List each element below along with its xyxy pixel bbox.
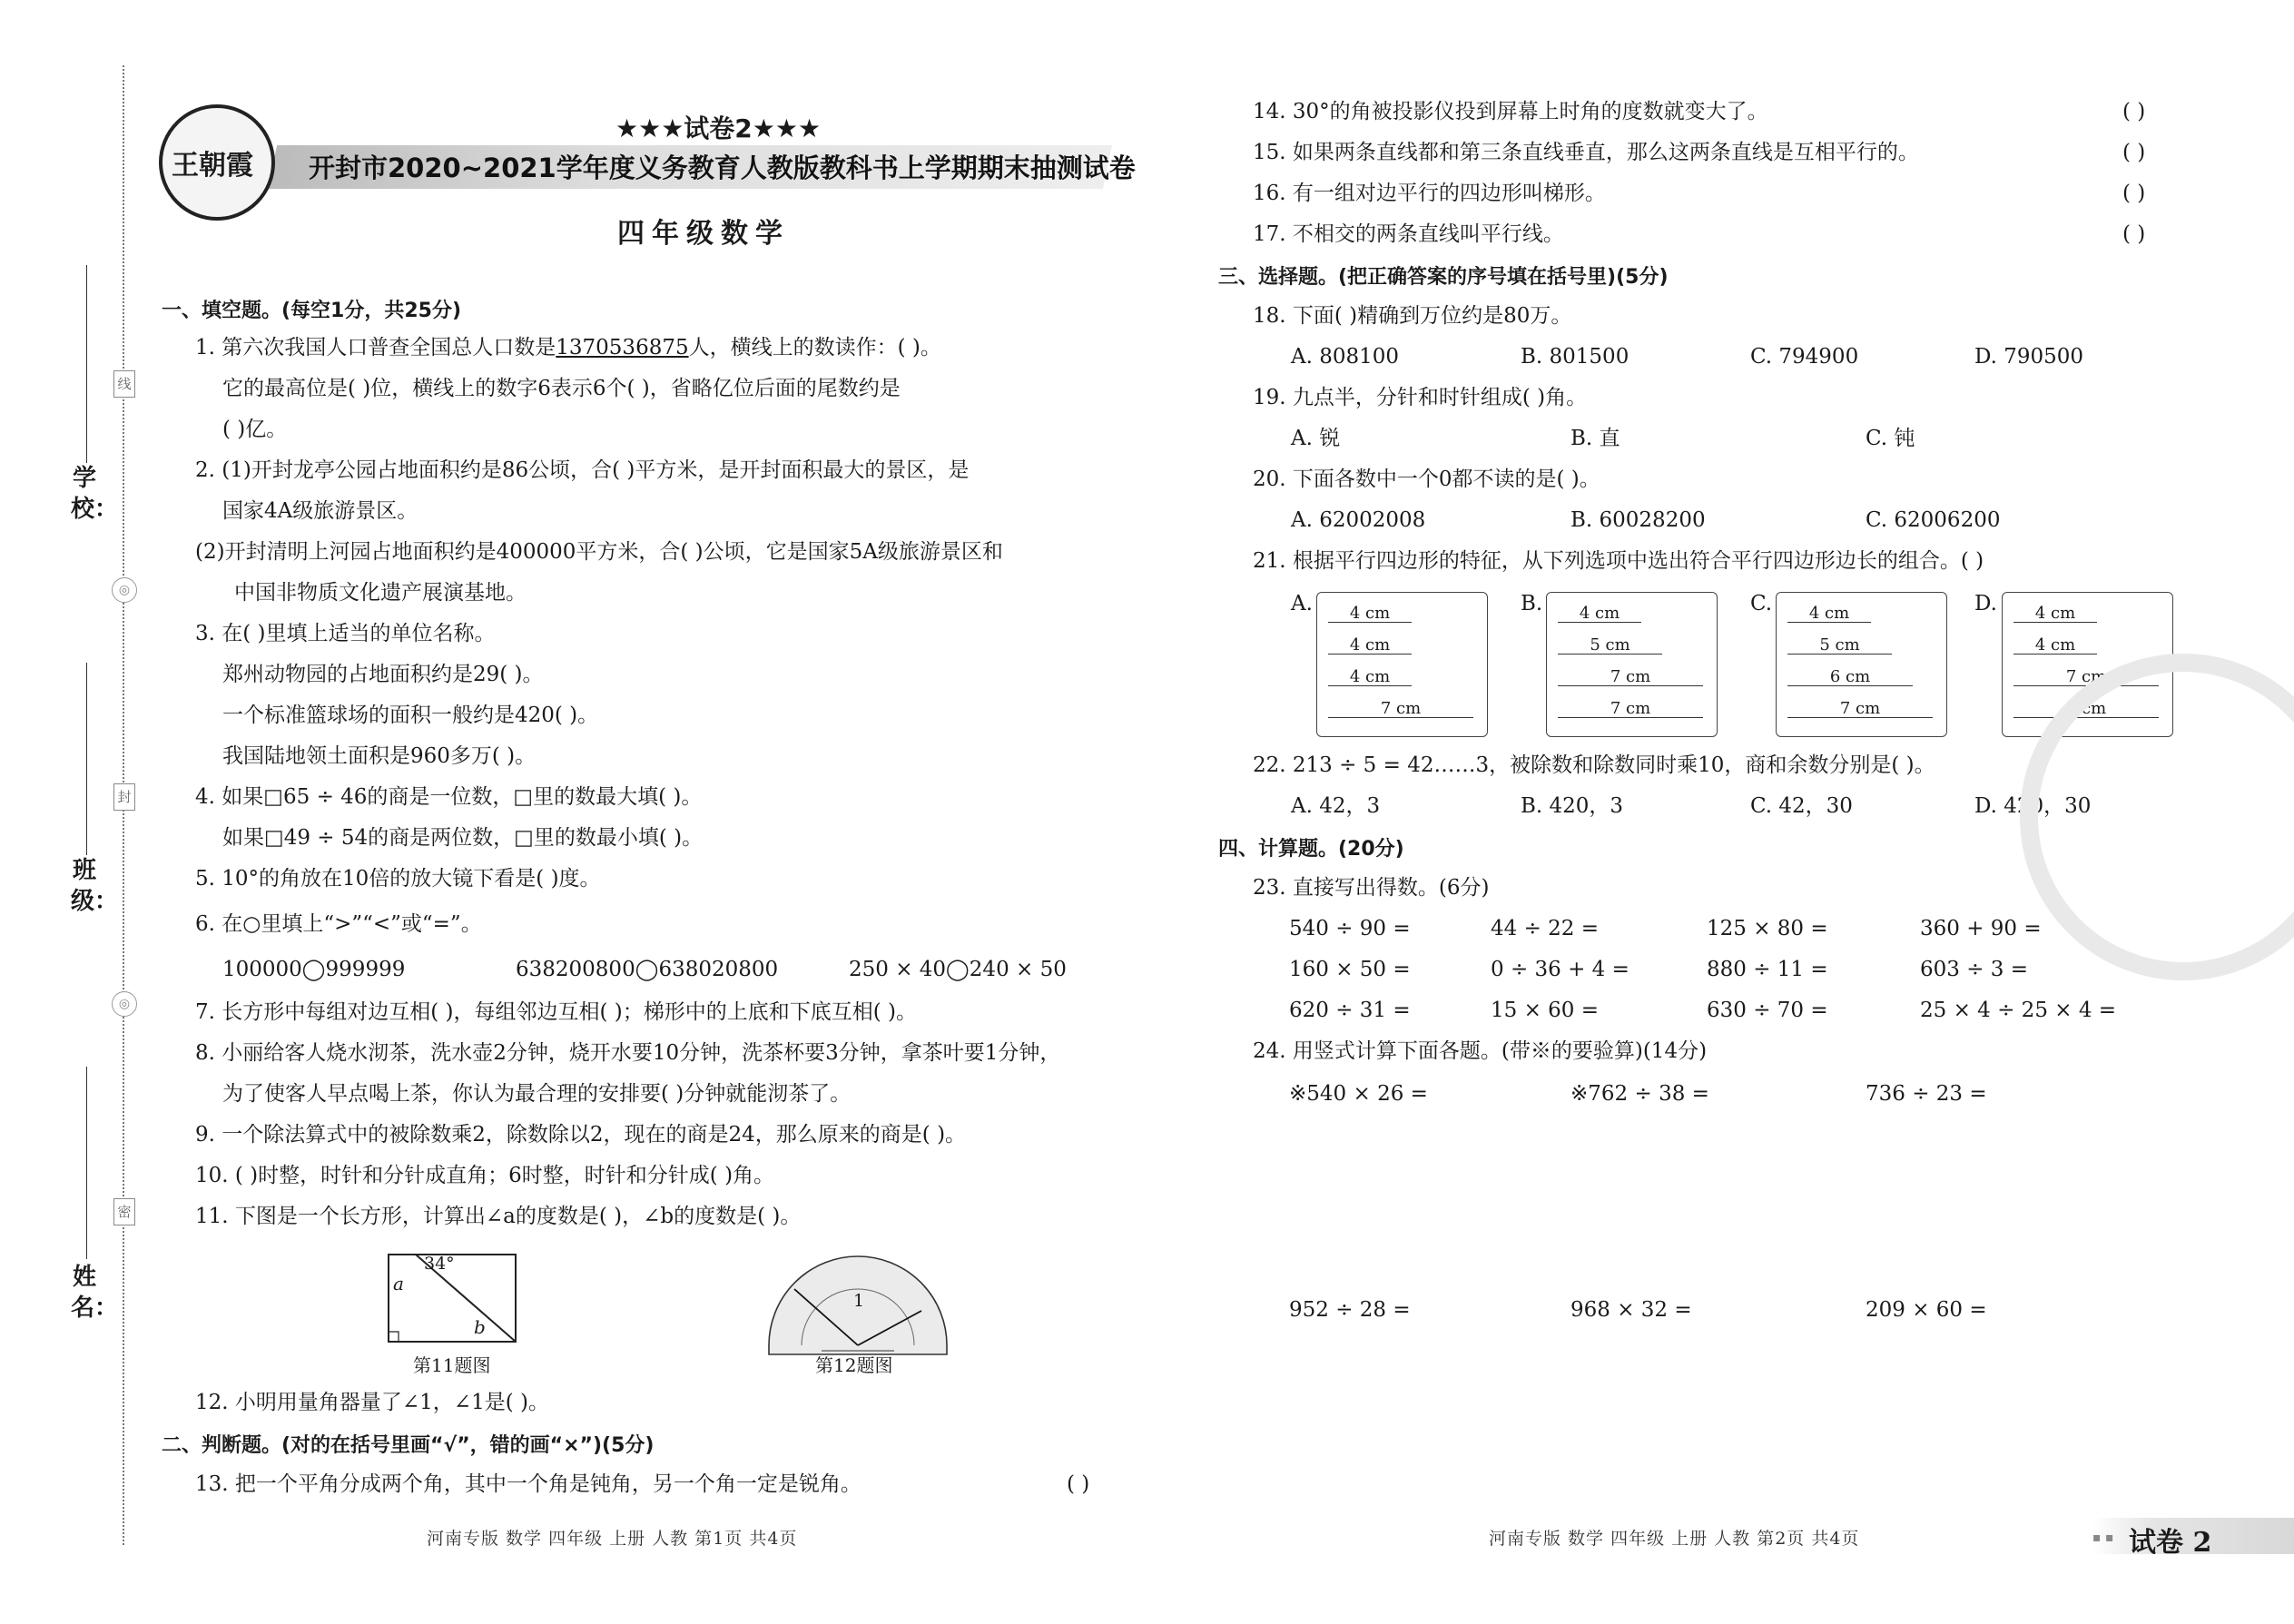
binding-mark-seal: 封 xyxy=(113,783,135,811)
q21-option-c-label[interactable]: C. xyxy=(1750,592,1773,615)
q18-option-a[interactable]: A. 808100 xyxy=(1291,345,1400,369)
q2-2b: 中国非物质文化遗产展演基地。 xyxy=(234,581,527,605)
binding-mark-dense: 密 xyxy=(113,1198,135,1225)
corner-exam-label: 试卷 2 xyxy=(2129,1527,2212,1559)
q3-a: 郑州动物园的占地面积约是29( )。 xyxy=(222,663,544,686)
stick: 4 cm xyxy=(1787,604,1871,623)
stick: 7 cm xyxy=(1558,667,1703,686)
section2-heading: 二、判断题。(对的在括号里画“√”，错的画“×”)(5分) xyxy=(162,1434,655,1457)
fig11-caption: 第11题图 xyxy=(413,1354,491,1376)
q13-answer-paren[interactable]: ( ) xyxy=(1067,1472,1090,1496)
fig11-a-label: a xyxy=(393,1273,404,1294)
section4-heading: 四、计算题。(20分) xyxy=(1218,838,1404,861)
q18-option-c[interactable]: C. 794900 xyxy=(1750,345,1859,369)
exam-subtitle: 开封市2020~2021学年度义务教育人教版教科书上学期期末抽测试卷 xyxy=(309,153,1136,183)
q24-item: ※762 ÷ 38 = xyxy=(1570,1082,1709,1106)
fig12-angle-label: 1 xyxy=(853,1291,865,1311)
q7: 7. 长方形中每组对边互相( )，每组邻边互相( )；梯形中的上底和下底互相( )。 xyxy=(195,1000,918,1024)
page-title: 四年级数学 xyxy=(617,218,790,250)
q23-item: 160 × 50 = xyxy=(1289,958,1411,981)
binding-hole-icon: ◎ xyxy=(112,577,137,603)
stick: 5 cm xyxy=(1787,635,1892,655)
stick: 4 cm xyxy=(1558,604,1641,623)
corner-squares-icon: ▪ ▪ xyxy=(2092,1530,2114,1545)
q20-option-b[interactable]: B. 60028200 xyxy=(1570,508,1706,532)
q1-number: 1370536875 xyxy=(556,336,689,359)
q23-item: 125 × 80 = xyxy=(1707,917,1828,940)
q17: 17. 不相交的两条直线叫平行线。 xyxy=(1253,222,1564,246)
school-write-line[interactable] xyxy=(86,265,87,463)
q23-item: 0 ÷ 36 + 4 = xyxy=(1491,958,1629,981)
q16: 16. 有一组对边平行的四边形叫梯形。 xyxy=(1253,182,1606,205)
stick: 7 cm xyxy=(1787,699,1933,718)
q20-option-c[interactable]: C. 62006200 xyxy=(1866,508,2001,532)
q21-option-b-label[interactable]: B. xyxy=(1521,592,1543,615)
q8-a: 8. 小丽给客人烧水沏茶，洗水壶2分钟，烧开水要10分钟，洗茶杯要3分钟，拿茶叶要1分钟， xyxy=(195,1041,1061,1065)
q21-option-d-label[interactable]: D. xyxy=(1974,592,1997,615)
stick: 6 cm xyxy=(1787,667,1913,686)
q11: 11. 下图是一个长方形，计算出∠a的度数是( )，∠b的度数是( )。 xyxy=(195,1205,802,1228)
q1-text-b: 人，横线上的数读作：( )。 xyxy=(688,336,941,359)
q22: 22. 213 ÷ 5 = 42……3，被除数和除数同时乘10，商和余数分别是( )。 xyxy=(1253,753,1935,777)
q5: 5. 10°的角放在10倍的放大镜下看是( )度。 xyxy=(195,867,601,891)
q23-item: 540 ÷ 90 = xyxy=(1289,917,1411,940)
stick: 4 cm xyxy=(1328,635,1412,655)
q2-2: (2)开封清明上河园占地面积约是400000平方米，合( )公顷，它是国家5A级旅游景区和 xyxy=(195,540,1003,564)
q23-item: 603 ÷ 3 = xyxy=(1920,958,2029,981)
q23-item: 360 + 90 = xyxy=(1920,917,2042,940)
q4-a: 4. 如果□65 ÷ 46的商是一位数，□里的数最大填( )。 xyxy=(195,785,703,809)
q21-option-c-box[interactable] xyxy=(1776,592,1947,737)
stick: 7 cm xyxy=(2013,699,2159,718)
q23-item: 15 × 60 = xyxy=(1491,999,1600,1022)
q18-option-d[interactable]: D. 790500 xyxy=(1974,345,2084,369)
binding-mark-line: 线 xyxy=(113,370,135,398)
q22-option-c[interactable]: C. 42，30 xyxy=(1750,794,1853,818)
school-label: 学校： xyxy=(71,465,119,523)
q22-option-a[interactable]: A. 42，3 xyxy=(1291,794,1381,818)
q13: 13. 把一个平角分成两个角，其中一个角是钝角，另一个角一定是锐角。 xyxy=(195,1472,861,1496)
q14-answer-paren[interactable]: ( ) xyxy=(2122,100,2146,123)
q2-1b: 国家4A级旅游景区。 xyxy=(222,499,418,523)
stick: 5 cm xyxy=(1558,635,1662,655)
q24-item: 209 × 60 = xyxy=(1866,1298,1987,1322)
logo-text: 王朝霞 xyxy=(172,150,253,182)
footer-page-1: 河南专版 数学 四年级 上册 人教 第1页 共4页 xyxy=(427,1529,798,1549)
q21-option-a-box[interactable] xyxy=(1316,592,1488,737)
stick: 4 cm xyxy=(2013,604,2097,623)
q3-c: 我国陆地领土面积是960多万( )。 xyxy=(222,744,537,768)
stick: 4 cm xyxy=(2013,635,2097,655)
q15: 15. 如果两条直线都和第三条直线垂直，那么这两条直线是互相平行的。 xyxy=(1253,141,1919,164)
q1-line1 xyxy=(195,334,941,361)
q23-item: 25 × 4 ÷ 25 × 4 = xyxy=(1920,999,2117,1022)
q4-b: 如果□49 ÷ 54的商是两位数，□里的数最小填( )。 xyxy=(222,826,704,850)
class-label: 班级： xyxy=(71,857,119,915)
q20-option-a[interactable]: A. 62002008 xyxy=(1291,508,1426,532)
section3-heading: 三、选择题。(把正确答案的序号填在括号里)(5分) xyxy=(1218,266,1669,289)
publisher-logo xyxy=(159,104,275,221)
stick: 4 cm xyxy=(1328,604,1412,623)
fig11-angle-label: 34° xyxy=(424,1254,455,1274)
q9: 9. 一个除法算式中的被除数乘2，除数除以2，现在的商是24，那么原来的商是( )。 xyxy=(195,1123,967,1147)
q16-answer-paren[interactable]: ( ) xyxy=(2122,182,2146,205)
q22-option-b[interactable]: B. 420，3 xyxy=(1521,794,1624,818)
q14: 14. 30°的角被投影仪投到屏幕上时角的度数就变大了。 xyxy=(1253,100,1768,123)
q10: 10. ( )时整，时针和分针成直角；6时整，时针和分针成( )角。 xyxy=(195,1164,775,1187)
q2-1: 2. (1)开封龙亭公园占地面积约是86公顷，合( )平方米，是开封面积最大的景区，是 xyxy=(195,458,970,482)
q20: 20. 下面各数中一个0都不读的是( )。 xyxy=(1253,468,1600,491)
q18-option-b[interactable]: B. 801500 xyxy=(1521,345,1629,369)
q19: 19. 九点半，分针和时针组成( )角。 xyxy=(1253,386,1588,409)
q1-text-a: 1. 第六次我国人口普查全国总人口数是 xyxy=(195,336,556,359)
q1-line3: ( )亿。 xyxy=(222,418,288,441)
class-write-line[interactable] xyxy=(86,663,87,855)
q3: 3. 在( )里填上适当的单位名称。 xyxy=(195,622,496,645)
q18: 18. 下面( )精确到万位约是80万。 xyxy=(1253,304,1572,328)
q1-line2: 它的最高位是( )位，横线上的数字6表示6个( )，省略亿位后面的尾数约是 xyxy=(222,377,901,400)
fig12-caption: 第12题图 xyxy=(815,1354,893,1376)
q19-option-c[interactable]: C. 钝 xyxy=(1866,427,1915,450)
q6-a: 100000◯999999 xyxy=(222,958,406,981)
q24: 24. 用竖式计算下面各题。(带※的要验算)(14分) xyxy=(1253,1039,1708,1063)
q17-answer-paren[interactable]: ( ) xyxy=(2122,222,2146,246)
q21-option-a-label[interactable]: A. xyxy=(1291,592,1313,615)
q23-item: 620 ÷ 31 = xyxy=(1289,999,1411,1022)
footer-page-2: 河南专版 数学 四年级 上册 人教 第2页 共4页 xyxy=(1489,1529,1860,1549)
q22-option-d[interactable]: D. 420，30 xyxy=(1974,794,2092,818)
q21-option-b-box[interactable] xyxy=(1546,592,1718,737)
stick: 4 cm xyxy=(1328,667,1412,686)
q6-c: 250 × 40◯240 × 50 xyxy=(849,958,1067,981)
stick: 7 cm xyxy=(2013,667,2159,686)
q24-item: 952 ÷ 28 = xyxy=(1289,1298,1411,1322)
section1-heading: 一、填空题。(每空1分，共25分) xyxy=(162,300,462,322)
stick: 7 cm xyxy=(1328,699,1473,718)
q23: 23. 直接写出得数。(6分) xyxy=(1253,876,1490,900)
q19-option-a[interactable]: A. 锐 xyxy=(1291,427,1341,450)
q24-item: ※540 × 26 = xyxy=(1289,1082,1428,1106)
q24-item: 736 ÷ 23 = xyxy=(1866,1082,1987,1106)
binding-hole-icon: ◎ xyxy=(112,991,137,1017)
q21: 21. 根据平行四边形的特征，从下列选项中选出符合平行四边形边长的组合。( ) xyxy=(1253,549,1984,573)
name-write-line[interactable] xyxy=(86,1067,87,1259)
q19-option-b[interactable]: B. 直 xyxy=(1570,427,1620,450)
stick: 7 cm xyxy=(1558,699,1703,718)
name-label: 姓名： xyxy=(71,1264,119,1322)
q6-b: 638200800◯638020800 xyxy=(516,958,779,981)
q15-answer-paren[interactable]: ( ) xyxy=(2122,141,2146,164)
q23-item: 880 ÷ 11 = xyxy=(1707,958,1828,981)
q6: 6. 在○里填上“>”“<”或“=”。 xyxy=(195,912,482,936)
q23-item: 630 ÷ 70 = xyxy=(1707,999,1828,1022)
fig11-b-label: b xyxy=(474,1316,486,1338)
q8-b: 为了使客人早点喝上茶，你认为最合理的安排要( )分钟就能沏茶了。 xyxy=(222,1082,852,1106)
q3-b: 一个标准篮球场的面积一般约是420( )。 xyxy=(222,704,599,727)
q12: 12. 小明用量角器量了∠1，∠1是( )。 xyxy=(195,1391,549,1414)
exam-label: ★★★试卷2★★★ xyxy=(615,113,822,143)
q24-item: 968 × 32 = xyxy=(1570,1298,1692,1322)
q23-item: 44 ÷ 22 = xyxy=(1491,917,1600,940)
